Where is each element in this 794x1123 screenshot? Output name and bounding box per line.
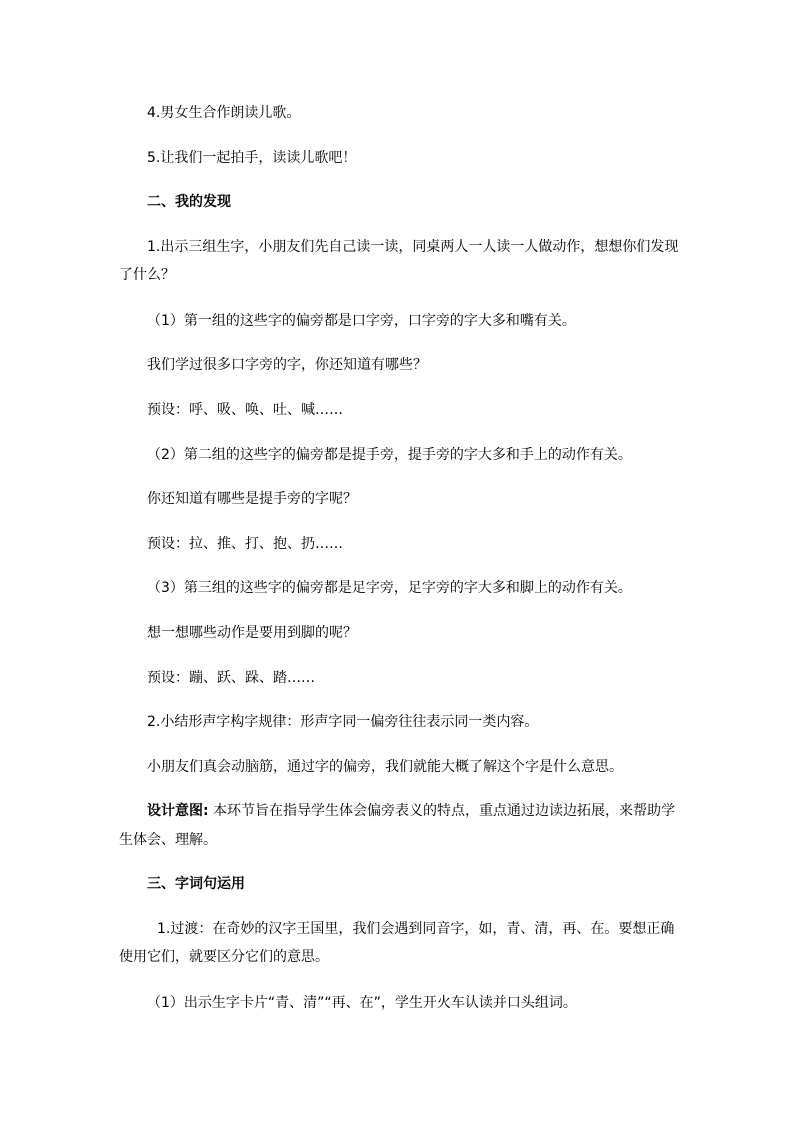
design-intent-text: 本环节旨在指导学生体会偏旁表义的特点，重点通过边读边拓展，来帮助学: [208, 803, 676, 819]
paragraph-show-characters: 1.出示三组生字，小朋友们先自己读一读，同桌两人一人读一人做动作，想想你们发现: [147, 239, 679, 255]
section-heading-discovery: 二、我的发现: [147, 194, 231, 210]
paragraph-group-1: （1）第一组的这些字的偏旁都是口字旁，口字旁的字大多和嘴有关。: [147, 313, 576, 329]
paragraph-step-5: 5.让我们一起拍手，读读儿歌吧！: [147, 150, 357, 166]
paragraph-preset-mouth: 预设：呼、吸、唤、吐、喊……: [147, 402, 343, 418]
paragraph-mouth-question: 我们学过很多口字旁的字，你还知道有哪些？: [147, 357, 427, 373]
design-intent-label: 设计意图:: [147, 803, 209, 819]
paragraph-transition-cont: 使用它们，就要区分它们的意思。: [119, 949, 329, 965]
section-heading-usage: 三、字词句运用: [147, 876, 245, 892]
paragraph-step-4: 4.男女生合作朗读儿歌。: [147, 105, 301, 121]
paragraph-show-cards: （1）出示生字卡片“青、清”“再、在”，学生开火车认读并口头组词。: [147, 995, 577, 1011]
paragraph-summary-rule: 2.小结形声字构字规律：形声字同一偏旁往往表示同一类内容。: [147, 714, 539, 730]
paragraph-transition: 1.过渡：在奇妙的汉字王国里，我们会遇到同音字，如，青、清，再、在。要想正确: [157, 921, 675, 937]
paragraph-design-intent: [147, 801, 707, 821]
paragraph-foot-question: 想一想哪些动作是要用到脚的呢？: [147, 625, 357, 641]
paragraph-group-3: （3）第三组的这些字的偏旁都是足字旁，足字旁的字大多和脚上的动作有关。: [147, 580, 632, 596]
paragraph-design-intent-cont: 生体会、理解。: [119, 832, 217, 848]
paragraph-show-characters-cont: 了什么？: [119, 267, 175, 283]
paragraph-preset-hand: 预设：拉、推、打、抱、扔……: [147, 536, 343, 552]
paragraph-praise: 小朋友们真会动脑筋，通过字的偏旁，我们就能大概了解这个字是什么意思。: [147, 759, 623, 775]
paragraph-group-2: （2）第二组的这些字的偏旁都是提手旁，提手旁的字大多和手上的动作有关。: [147, 447, 632, 463]
paragraph-preset-foot: 预设：蹦、跃、跺、踏……: [147, 670, 315, 686]
paragraph-hand-question: 你还知道有哪些是提手旁的字呢？: [147, 491, 357, 507]
